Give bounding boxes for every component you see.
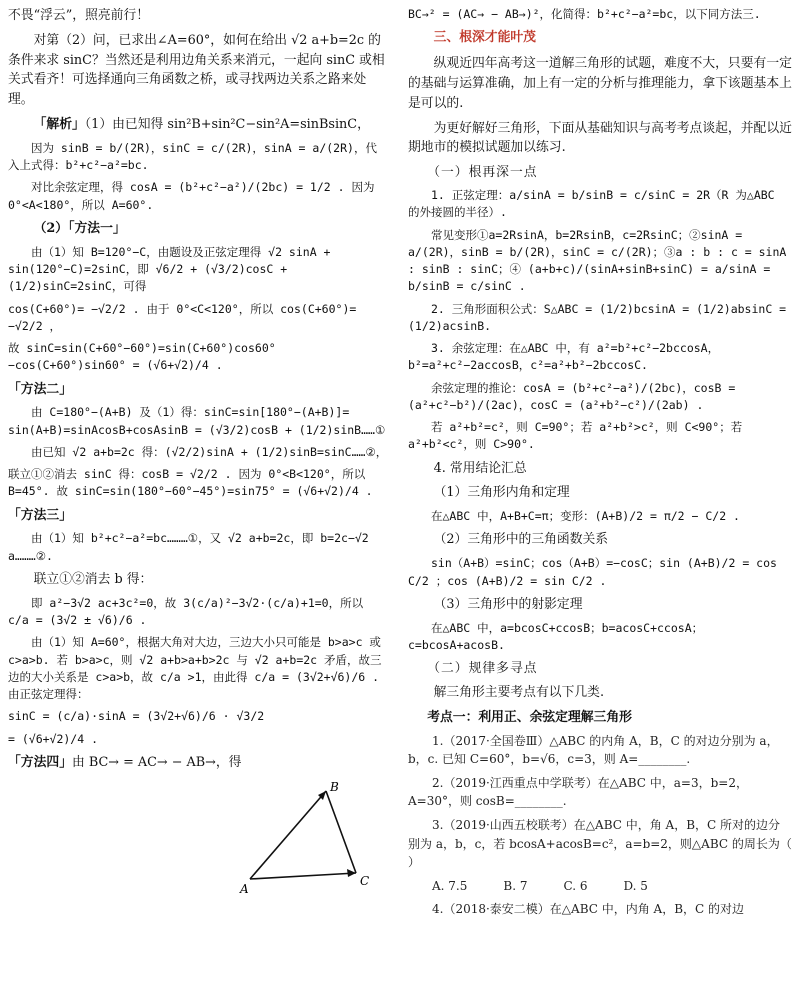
- formula-line: 由（1）知 b²+c²−a²=bc………①，又 √2 a+b=2c，即 b=2c−√2 a………②.: [8, 531, 369, 563]
- question-item: 2.（2019·江西重点中学联考）在△ABC 中，a=3，b=2，A=30°，则 cosB=________.: [408, 775, 748, 809]
- formula-line: 由（1）知 B=120°−C，由题设及正弦定理得 √2 sinA + sin(120°−C)=2sinC，即 √6/2 + (√3/2)cosC + (1/2)sinC=2sinC，可得: [8, 244, 331, 294]
- method-one-label: （2）「方法一」: [33, 220, 126, 236]
- formula-line: = (√6+√2)/4 .: [8, 731, 99, 746]
- formula-line: 在△ABC 中，A+B+C=π；变形：(A+B)/2 = π/2 − C/2 .: [431, 509, 740, 524]
- question-item: 1.（2017·全国卷Ⅲ）△ABC 的内角 A，B，C 的对边分别为 a，b，c. 已知 C=60°，b=√6，c=3，则 A=________.: [408, 733, 779, 767]
- topic-heading: 考点一：利用正、余弦定理解三角形: [427, 709, 632, 725]
- right-column: [408, 6, 792, 924]
- formula-line: 因为 sinB = b/(2R)，sinC = c/(2R)，sinA = a/(2R)，代入上式得：b²+c²−a²=bc.: [8, 140, 377, 173]
- paragraph: 联立①②消去 b 得：: [33, 571, 153, 587]
- answer-options: A. 7.5 B. 7 C. 6 D. 5: [432, 878, 648, 893]
- paragraph: （3）三角形中的射影定理: [433, 596, 583, 612]
- method-three-label: 「方法三」: [8, 507, 72, 523]
- solution-label: 「解析」: [33, 117, 85, 133]
- paragraph: 纵观近四年高考这一道解三角形的试题，难度不大，只要有一定的基础与运算准确，加上有一定的分析与推理能力，拿下该题基本上是可以的.: [408, 56, 792, 111]
- formula-line: 3. 余弦定理：在△ABC 中，有 a²=b²+c²−2bccosA，b²=a²+c²−2accosB，c²=a²+b²−2bccosC.: [408, 341, 720, 373]
- solution-text: （1）由已知得 sin²B+sin²C−sin²A=sinBsinC，: [84, 117, 370, 133]
- paragraph: 对第（2）问，已求出∠A=60°，如何在给出 √2 a+b=2c 的条件来求 sinC？当然还是利用边角关系来消元，一起向 sinC 或相关式看齐！可选择通向三角函数之桥，或寻找两边关系之路来处理。: [8, 32, 385, 108]
- paragraph: （1）三角形内角和定理: [433, 485, 570, 501]
- formula-line: 由 C=180°−(A+B) 及（1）得：sinC=sin[180°−(A+B)]= sin(A+B)=sinAcosB+cosAsinB = (√3/2)cosB + (1/2)sinB……①: [8, 405, 386, 437]
- paragraph: 不畏“浮云”，照亮前行！: [8, 8, 150, 23]
- solution-intro: [8, 115, 388, 135]
- method-four-intro: [8, 753, 388, 773]
- edge-bc: [326, 791, 356, 873]
- paragraph: 4. 常用结论汇总: [433, 460, 527, 476]
- section-heading: 三、根深才能叶茂: [433, 30, 536, 46]
- question-item: 4.（2018·泰安二模）在△ABC 中，内角 A，B，C 的对边: [432, 902, 745, 917]
- formula-line: cos(C+60°)= −√2/2 . 由于 0°<C<120°，所以 cos(C+60°)= −√2/2 ，: [8, 301, 357, 333]
- formula-line: 对比余弦定理，得 cosA = (b²+c²−a²)/(2bc) = 1/2 . 因为 0°<A<180°，所以 A=60°.: [8, 180, 375, 212]
- method-two-label: 「方法二」: [8, 381, 72, 397]
- formula-line: 联立①②消去 sinC 得：cosB = √2/2 . 因为 0°<B<120°，所以 B=45°. 故 sinC=sin(180°−60°−45°)=sin75° = (√6+√2)/4 .: [8, 467, 373, 499]
- method-four-text: 由 BC→ = AC→ − AB→，得: [71, 754, 242, 770]
- vertex-c-label: C: [360, 873, 370, 888]
- triangle-figure: [238, 779, 378, 899]
- subsection-heading: （二）规律多寻点: [427, 661, 538, 677]
- paragraph: 为更好解好三角形，下面从基础知识与高考考点谈起，并配以近期地市的模拟试题加以练习.: [408, 120, 792, 156]
- formula-line: 由已知 √2 a+b=2c 得：(√2/2)sinA + (1/2)sinB=sinC……②，: [31, 444, 388, 459]
- vertex-a-label: A: [240, 881, 249, 896]
- method-four-block: [8, 708, 388, 898]
- formula-line: 常见变形①a=2RsinA，b=2RsinB，c=2RsinC；②sinA = a/(2R)，sinB = b/(2R)，sinC = c/(2R)；③a : b : c = sinA : sinB : sinC；④ (a+b+c)/(sinA+sinB+sinC) = a/sinA = b/sinB = c/sinC .: [408, 227, 787, 294]
- edge-ac: [250, 873, 356, 879]
- method-four-label: 「方法四」: [8, 754, 72, 770]
- formula-line: 1. 正弦定理：a/sinA = b/sinB = c/sinC = 2R（R 为△ABC 的外接圆的半径）.: [408, 188, 775, 220]
- vertex-b-label: B: [330, 779, 339, 794]
- formula-line: 即 a²−3√2 ac+3c²=0，故 3(c/a)²−3√2·(c/a)+1=0，所以 c/a = (3√2 ± √6)/6 .: [8, 595, 364, 628]
- paragraph: （2）三角形中的三角函数关系: [433, 532, 609, 548]
- subsection-heading: （一）根再深一点: [427, 165, 538, 181]
- edge-ab: [250, 791, 326, 879]
- formula-line: BC→² = (AC→ − AB→)²，化简得：b²+c²−a²=bc，以下同方法三.: [408, 7, 761, 21]
- formula-line: sinC = (c/a)·sinA = (3√2+√6)/6 · √3/2: [8, 709, 265, 724]
- formula-line: sin（A+B）=sinC；cos（A+B）=−cosC；sin (A+B)/2 = cos C/2 ；cos (A+B)/2 = sin C/2 .: [408, 556, 777, 588]
- formula-line: 由（1）知 A=60°，根据大角对大边，三边大小只可能是 b>a>c 或 c>a>b. 若 b>a>c，则 √2 a+b>a+b>2c 与 √2 a+b=2c 矛盾，故三边的大小关系是 c>a>b，故 c/a >1，由此得 c/a = (3√2+√6)/6 . 由正弦定理得：: [8, 635, 382, 702]
- paragraph: 解三角形主要考点有以下几类.: [433, 684, 605, 700]
- formula-line: 余弦定理的推论：cosA = (b²+c²−a²)/(2bc)，cosB = (a²+c²−b²)/(2ac)，cosC = (a²+b²−c²)/(2ab) .: [408, 380, 736, 412]
- formula-line: 若 a²+b²=c²，则 C=90°；若 a²+b²>c²，则 C<90°；若 a²+b²<c²，则 C>90°.: [408, 420, 743, 452]
- formula-line: 2. 三角形面积公式：S△ABC = (1/2)bcsinA = (1/2)absinC = (1/2)acsinB.: [408, 301, 787, 333]
- formula-line: 在△ABC 中，a=bcosC+ccosB；b=acosC+ccosA；c=bcosA+acosB.: [408, 620, 704, 652]
- left-column: [8, 6, 388, 899]
- formula-line: 故 sinC=sin(C+60°−60°)=sin(C+60°)cos60°−cos(C+60°)sin60° = (√6+√2)/4 .: [8, 341, 276, 373]
- question-item: 3.（2019·山西五校联考）在△ABC 中，角 A，B，C 所对的边分别为 a，b，c，若 bcosA+acosB=c²，a=b=2，则△ABC 的周长为（ ）: [408, 817, 792, 870]
